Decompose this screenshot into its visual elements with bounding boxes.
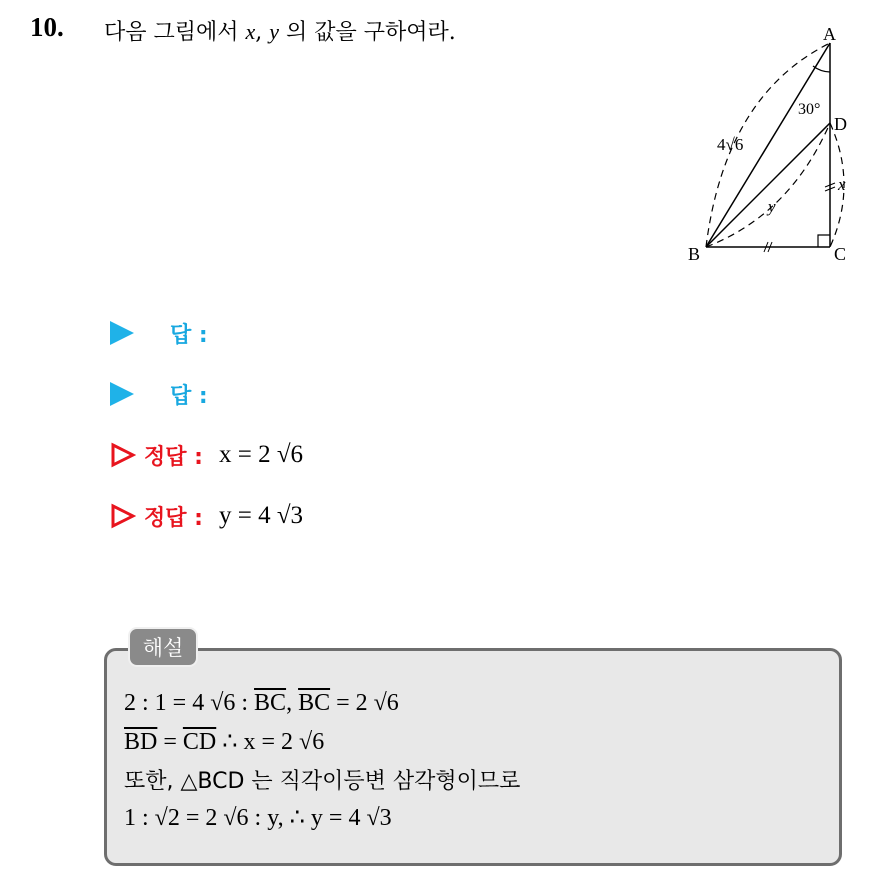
solution-line-4 [124, 803, 392, 832]
solution-line-2-rest: ∴ x = 2 √6 [216, 729, 325, 755]
correct-row-1 [110, 438, 303, 472]
question-text [104, 15, 456, 46]
overline-BC-2: $\overline{BC}$ [298, 690, 331, 716]
solution-line-2-eq: = [157, 729, 183, 755]
correct-row-2 [110, 499, 303, 533]
triangle-figure [680, 20, 870, 270]
correct-value-y: y = 4 √3 [218, 502, 304, 529]
label-y: y [768, 197, 776, 216]
answer-row-1 [110, 316, 208, 350]
overline-BC-1: $\overline{BC}$ [254, 690, 287, 716]
solution-line-1-c: = 2 √6 [330, 690, 399, 716]
play-icon [110, 321, 134, 345]
answer-label-1: 답 : [170, 322, 208, 348]
angle-label: 30° [798, 101, 821, 118]
answer-row-2 [110, 377, 208, 411]
play-icon [110, 382, 134, 406]
solution-box [104, 648, 842, 866]
label-A: A [823, 24, 836, 44]
outline-play-icon [110, 442, 136, 468]
question-text-after: 의 값을 구하여라. [279, 20, 456, 45]
overline-BD: $\overline{BD}$ [124, 729, 158, 755]
solution-line-1 [124, 690, 399, 717]
label-x: x [838, 175, 846, 194]
solution-line-1-a: 2 : 1 = 4 √6 : [124, 690, 255, 716]
question-var-y: y [269, 19, 280, 44]
right-angle-mark [818, 235, 830, 247]
correct-value-x: x = 2 √6 [218, 441, 304, 468]
side-AB-label: 4√6 [717, 135, 744, 154]
solution-tag: 해설 [128, 627, 198, 667]
label-D: D [834, 114, 847, 134]
overline-CD: $\overline{CD}$ [182, 729, 217, 755]
solution-line-3 [124, 764, 520, 795]
solution-line-2 [124, 727, 324, 756]
label-C: C [834, 244, 847, 264]
question-comma: , [255, 20, 270, 45]
question-number: 10. [30, 12, 64, 42]
solution-line-1-b: , [286, 690, 299, 716]
question-text-before: 다음 그림에서 [104, 20, 246, 45]
outline-play-icon [110, 503, 136, 529]
label-B: B [688, 244, 701, 264]
question-var-x: x [245, 19, 256, 44]
correct-label-1: 정답 : [144, 444, 203, 470]
answer-label-2: 답 : [170, 383, 208, 409]
solution-line-3-a: 또한, △BCD 는 직각이등변 삼각형이므로 [124, 769, 521, 794]
correct-label-2: 정답 : [144, 505, 203, 531]
solution-line-4-a: 1 : √2 = 2 √6 : y, ∴ y = 4 √3 [124, 805, 392, 831]
